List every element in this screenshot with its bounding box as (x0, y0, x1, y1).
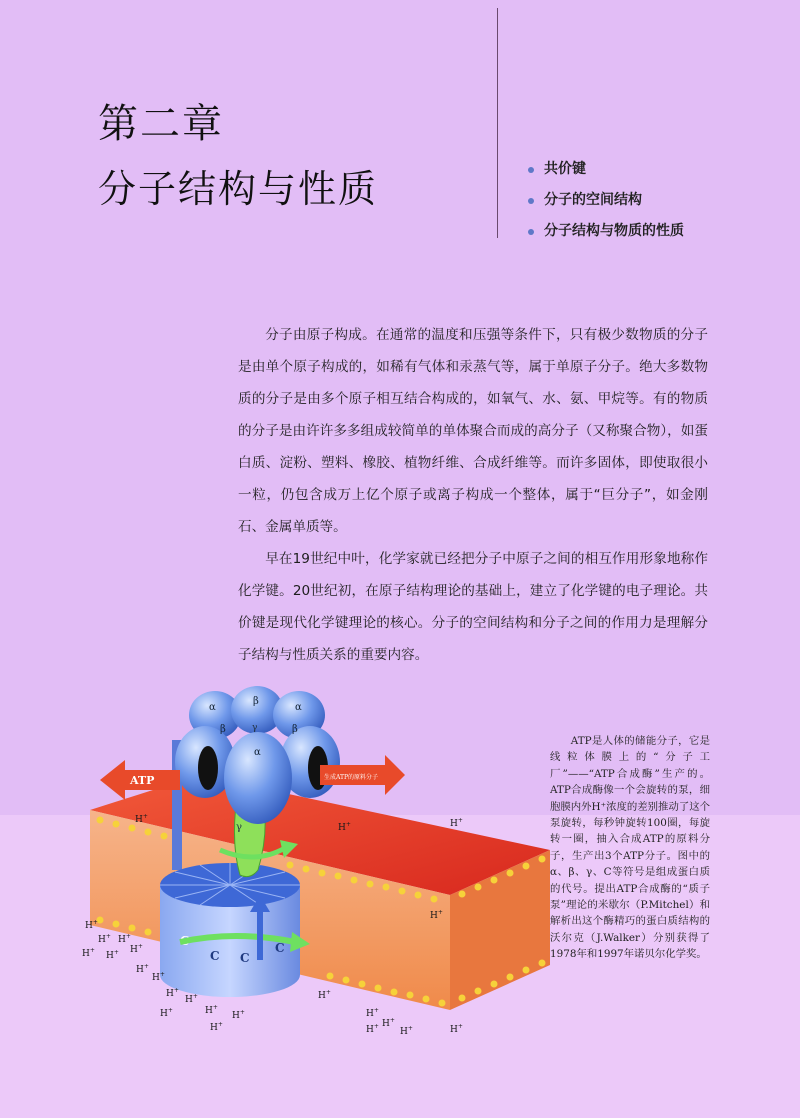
alpha-label: α (209, 702, 216, 713)
section-item-label: 分子结构与物质的性质 (544, 223, 684, 239)
chapter-number: 第二章 (98, 101, 224, 147)
section-item (528, 185, 684, 216)
svg-text:H+: H+ (338, 821, 351, 833)
gamma-label: γ (236, 822, 242, 833)
intro-paragraph: 分子由原子构成。在通常的温度和压强等条件下，只有极少数物质的分子是由单个原子构成的，如稀有气体和汞蒸气等，属于单原子分子。绝大多数物质的分子是由多个原子相互结合构成的，如氧气、水、氨、甲烷等。有的物质的分子是由许许多多组成较简单的单体聚合而成的高分子（又称聚合物），如蛋白质、淀粉、塑料、橡胶、植物纤维、合成纤维等。而许多固体，即使取很小一粒，仍包含成万上亿个原子或离子构成一个整体，属于“巨分子”，如金刚石、金属单质等。 (238, 327, 708, 535)
c-label: C (210, 949, 220, 963)
section-item-label: 分子的空间结构 (544, 192, 642, 208)
svg-text:H+: H+ (136, 963, 149, 975)
svg-text:H+: H+ (98, 933, 111, 945)
alpha-subunit-front (224, 732, 292, 824)
svg-text:H+: H+ (185, 993, 198, 1005)
svg-text:H+: H+ (318, 989, 331, 1001)
svg-text:H+: H+ (152, 971, 165, 983)
beta-label: β (253, 696, 259, 707)
svg-text:H+: H+ (130, 943, 143, 955)
beta-label: β (220, 724, 226, 735)
svg-text:H+: H+ (400, 1025, 413, 1037)
figure-caption (550, 733, 710, 963)
svg-text:H+: H+ (366, 1007, 379, 1019)
bullet-icon (528, 229, 534, 235)
section-list (528, 154, 684, 247)
gamma-label: γ (252, 723, 258, 733)
svg-text:H+: H+ (118, 933, 131, 945)
alpha-label: α (254, 747, 261, 758)
raw-material-label: 生成ATP的原料分子 (324, 774, 379, 781)
header-divider (497, 8, 498, 238)
svg-text:H+: H+ (166, 987, 179, 999)
alpha-label: α (295, 702, 302, 713)
svg-text:H+: H+ (106, 949, 119, 961)
c-label: C (275, 941, 285, 955)
c-label: C (240, 951, 250, 965)
svg-text:H+: H+ (210, 1021, 223, 1033)
svg-text:H+: H+ (430, 909, 443, 921)
svg-text:H+: H+ (135, 813, 148, 825)
chapter-title: 分子结构与性质 (98, 167, 379, 211)
section-item (528, 154, 684, 185)
svg-text:H+: H+ (382, 1017, 395, 1029)
bullet-icon (528, 198, 534, 204)
section-item-label: 共价键 (544, 161, 586, 177)
svg-text:H+: H+ (450, 817, 463, 829)
caption-text: ATP是人体的储能分子，它是线粒体膜上的“分子工厂”——“ATP合成酶”生产的。ATP合成酶像一个会旋转的泵，细胞膜内外H⁺浓度的差别推动了这个泵旋转，每秒钟旋转100圈，每旋转一圈，抽入合成ATP的原料分子，生产出3个ATP分子。图中的α、β、γ、C等符号是组成蛋白质的代号。提出ATP合成酶的“质子泵”理论的米歇尔（P.Mitchel）和解析出这个酶精巧的蛋白质结构的沃尔克（J.Walker）分别获得了1978年和1997年诺贝尔化学奖。 (550, 735, 711, 961)
svg-text:H+: H+ (160, 1007, 173, 1019)
svg-text:H+: H+ (450, 1023, 463, 1035)
svg-text:H+: H+ (366, 1023, 379, 1035)
svg-text:H+: H+ (205, 1004, 218, 1016)
atp-label: ATP (130, 774, 155, 787)
svg-text:H+: H+ (85, 919, 98, 931)
beta-label: β (292, 724, 298, 735)
bullet-icon (528, 167, 534, 173)
section-item (528, 216, 684, 247)
c-label: C (180, 934, 190, 948)
proton-arrow-shaft (257, 910, 263, 960)
svg-text:H+: H+ (232, 1009, 245, 1021)
atp-synthase-illustration (70, 680, 560, 1100)
chapter-introduction (238, 319, 708, 671)
binding-site (198, 746, 218, 790)
svg-text:H+: H+ (82, 947, 95, 959)
intro-paragraph: 早在19世纪中叶，化学家就已经把分子中原子之间的相互作用形象地称作化学键。20世纪初，在原子结构理论的基础上，建立了化学键的电子理论。共价键是现代化学键理论的核心。分子的空间结构和分子之间的作用力是理解分子结构与性质关系的重要内容。 (238, 551, 708, 663)
